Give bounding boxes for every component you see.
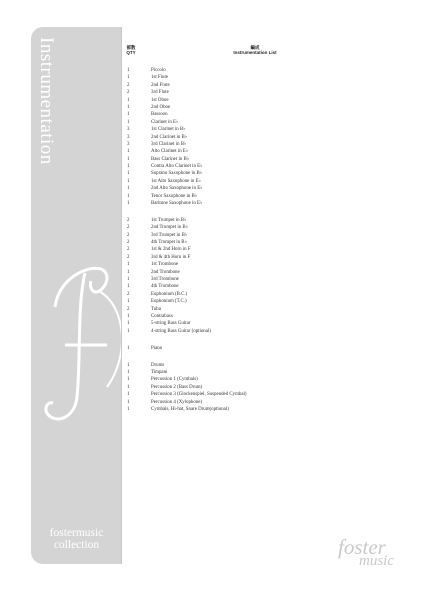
instrument-qty: 1 xyxy=(127,75,130,81)
list-item xyxy=(127,298,247,305)
instrument-qty: 1 xyxy=(127,392,130,398)
instrument-name: Contrabass xyxy=(151,314,173,319)
instrument-name: 1st Alto Saxophone in E♭ xyxy=(151,178,201,184)
instrument-qty: 2 xyxy=(127,306,130,312)
instrument-name: Percussion 1 (Cymbals) xyxy=(151,377,198,383)
instrument-qty: 1 xyxy=(127,406,130,412)
instrument-qty: 2 xyxy=(127,82,130,88)
instrument-qty: 1 xyxy=(127,299,130,305)
list-item xyxy=(127,200,247,207)
list-item xyxy=(127,134,247,141)
instrument-qty: 1 xyxy=(127,171,130,177)
instrument-name: Tuba xyxy=(151,306,161,312)
list-item xyxy=(127,254,247,261)
list-item xyxy=(127,283,247,290)
instrument-name: 3rd Flute xyxy=(151,90,169,96)
instrument-name: 2nd Flute xyxy=(151,82,170,88)
list-item xyxy=(127,89,247,96)
instrument-qty: 1 xyxy=(127,384,130,390)
sidebar-collection-label xyxy=(31,527,122,551)
instrument-name: Drums xyxy=(151,362,165,368)
instrument-name: 2nd Trombone xyxy=(151,269,180,275)
instrument-qty: 1 xyxy=(127,269,130,275)
instrument-qty: 2 xyxy=(127,247,130,253)
instrument-name: Bassoon xyxy=(151,112,168,118)
collection-line-2: collection xyxy=(53,539,100,551)
instrument-name: Euphonium (B.C.) xyxy=(151,291,188,297)
list-item xyxy=(127,399,247,406)
instrument-name: 2nd Alto Saxophone in E♭ xyxy=(151,186,203,192)
instrument-qty: 2 xyxy=(127,90,130,96)
list-item xyxy=(127,170,247,177)
instrument-qty: 1 xyxy=(127,284,130,290)
instrument-qty: 1 xyxy=(127,112,130,118)
instrument-name: Alto Clarinet in E♭ xyxy=(151,149,189,155)
collection-line-1: fostermusic xyxy=(49,527,104,539)
list-item xyxy=(127,306,247,313)
list-item xyxy=(127,178,247,185)
instrument-name: 1st & 2nd Horn in F xyxy=(151,247,191,253)
list-item xyxy=(127,291,247,298)
list-header-en: Instrumentation List xyxy=(233,50,277,55)
instrument-qty: 1 xyxy=(127,156,130,162)
list-item xyxy=(127,384,247,391)
instrument-name: Euphonium (T.C.) xyxy=(151,299,187,305)
instrument-qty: 1 xyxy=(127,321,130,327)
list-item xyxy=(127,185,247,192)
instrument-name: 1st Trombone xyxy=(151,262,179,268)
list-item xyxy=(127,391,247,398)
instrument-name: 4th Trombone xyxy=(151,284,179,290)
instrument-name: Contra Alto Clarinet in E♭ xyxy=(151,164,203,170)
instrument-name: Percussion 2 (Bass Drum) xyxy=(151,384,203,390)
list-gap xyxy=(127,207,247,217)
list-item xyxy=(127,67,247,74)
instrument-name: Soprano Saxophone in B♭ xyxy=(151,171,203,177)
list-item xyxy=(127,232,247,239)
instrument-qty: 3 xyxy=(127,127,130,133)
instrument-qty: 1 xyxy=(127,68,130,73)
instrument-name: Cymbals, Hi-hat, Snare Drum(optional) xyxy=(151,406,229,412)
instrument-qty: 1 xyxy=(127,193,130,199)
list-item xyxy=(127,193,247,200)
sidebar-panel xyxy=(31,27,122,564)
list-item xyxy=(127,163,247,170)
foster-f-logo-icon xyxy=(37,247,122,427)
list-item xyxy=(127,313,247,320)
instrument-qty: 2 xyxy=(127,254,130,260)
instrument-name: 3rd Clarinet in B♭ xyxy=(151,141,187,147)
instrument-name: 4th Trumpet in B♭ xyxy=(151,240,187,246)
list-item xyxy=(127,148,247,155)
list-item xyxy=(127,345,247,352)
foster-music-logo xyxy=(338,537,402,581)
qty-header-jp: 部数 xyxy=(126,45,136,50)
list-gap xyxy=(127,335,247,345)
list-item xyxy=(127,104,247,111)
sidebar-title: Instrumentation xyxy=(36,37,57,165)
instrument-name: Piccolo xyxy=(151,68,166,73)
list-item xyxy=(127,369,247,376)
instrument-qty: 3 xyxy=(127,141,130,147)
list-item xyxy=(127,320,247,327)
instrument-name: 2nd Clarinet in B♭ xyxy=(151,134,188,140)
list-item xyxy=(127,376,247,383)
instrument-name: 1st Trumpet in B♭ xyxy=(151,217,187,223)
list-item xyxy=(127,362,247,369)
instrument-name: 4-string Bass Guitar (optional) xyxy=(151,328,211,334)
instrument-qty: 1 xyxy=(127,345,130,351)
instrument-qty: 1 xyxy=(127,277,130,283)
instrument-name: 5-string Bass Guitar xyxy=(151,321,191,327)
instrument-name: Clarinet in E♭ xyxy=(151,119,179,125)
list-header-jp: 編成 xyxy=(250,45,260,50)
list-item xyxy=(127,239,247,246)
instrument-qty: 1 xyxy=(127,97,130,103)
instrument-qty: 1 xyxy=(127,164,130,170)
instrument-qty: 1 xyxy=(127,328,130,334)
instrument-name: Timpani xyxy=(151,369,168,375)
list-item xyxy=(127,141,247,148)
instrument-qty: 1 xyxy=(127,149,130,155)
instrument-qty: 1 xyxy=(127,314,130,319)
instrument-qty: 2 xyxy=(127,232,130,238)
instrument-qty: 1 xyxy=(127,369,130,375)
instrument-qty: 1 xyxy=(127,119,130,125)
list-item xyxy=(127,126,247,133)
instrument-name: 3rd Trombone xyxy=(151,277,179,283)
qty-header xyxy=(124,45,138,55)
list-item xyxy=(127,224,247,231)
instrument-qty: 1 xyxy=(127,262,130,268)
list-item xyxy=(127,111,247,118)
list-item xyxy=(127,119,247,126)
instrument-qty: 1 xyxy=(127,201,130,207)
instrument-name: 2nd Trumpet in B♭ xyxy=(151,225,188,231)
instrument-name: Tenor Saxophone in B♭ xyxy=(151,193,198,199)
list-item xyxy=(127,406,247,413)
list-item xyxy=(127,276,247,283)
instrument-qty: 1 xyxy=(127,377,130,383)
instrument-qty: 2 xyxy=(127,291,130,297)
instrument-qty: 3 xyxy=(127,134,130,140)
instrument-qty: 2 xyxy=(127,225,130,231)
instrument-qty: 1 xyxy=(127,399,130,405)
instrument-name: Percussion 3 (Glockenspiel, Suspended Cymbal) xyxy=(151,392,247,398)
list-gap xyxy=(127,352,247,362)
list-item xyxy=(127,97,247,104)
instrumentation-list xyxy=(127,67,247,413)
instrument-name: 1st Clarinet in B♭ xyxy=(151,127,186,133)
list-item xyxy=(127,82,247,89)
list-item xyxy=(127,269,247,276)
list-item xyxy=(127,74,247,81)
instrument-name: 1st Oboe xyxy=(151,97,169,103)
instrument-qty: 1 xyxy=(127,104,130,110)
logo-line-1: foster xyxy=(338,535,386,559)
instrument-qty: 1 xyxy=(127,178,130,184)
instrument-name: Baritone Saxophone in E♭ xyxy=(151,201,203,207)
instrument-qty: 1 xyxy=(127,186,130,192)
qty-header-en: QTY xyxy=(126,50,136,55)
instrument-name: Percussion 4 (Xylophone) xyxy=(151,399,203,405)
instrument-name: Piano xyxy=(151,345,163,351)
instrument-name: 3rd Trumpet in B♭ xyxy=(151,232,188,238)
list-item xyxy=(127,328,247,335)
instrument-name: Bass Clarinet in B♭ xyxy=(151,156,190,162)
instrument-qty: 1 xyxy=(127,362,130,368)
list-header xyxy=(225,45,285,55)
logo-line-2: music xyxy=(359,553,394,569)
list-item xyxy=(127,261,247,268)
vertical-divider xyxy=(121,27,122,564)
list-item xyxy=(127,156,247,163)
instrument-qty: 2 xyxy=(127,240,130,246)
instrument-name: 1st Flute xyxy=(151,75,168,81)
list-item xyxy=(127,246,247,253)
instrument-qty: 2 xyxy=(127,217,130,223)
instrument-name: 3rd & 4th Horn in F xyxy=(151,254,191,260)
instrument-name: 2nd Oboe xyxy=(151,104,171,110)
list-item xyxy=(127,217,247,224)
